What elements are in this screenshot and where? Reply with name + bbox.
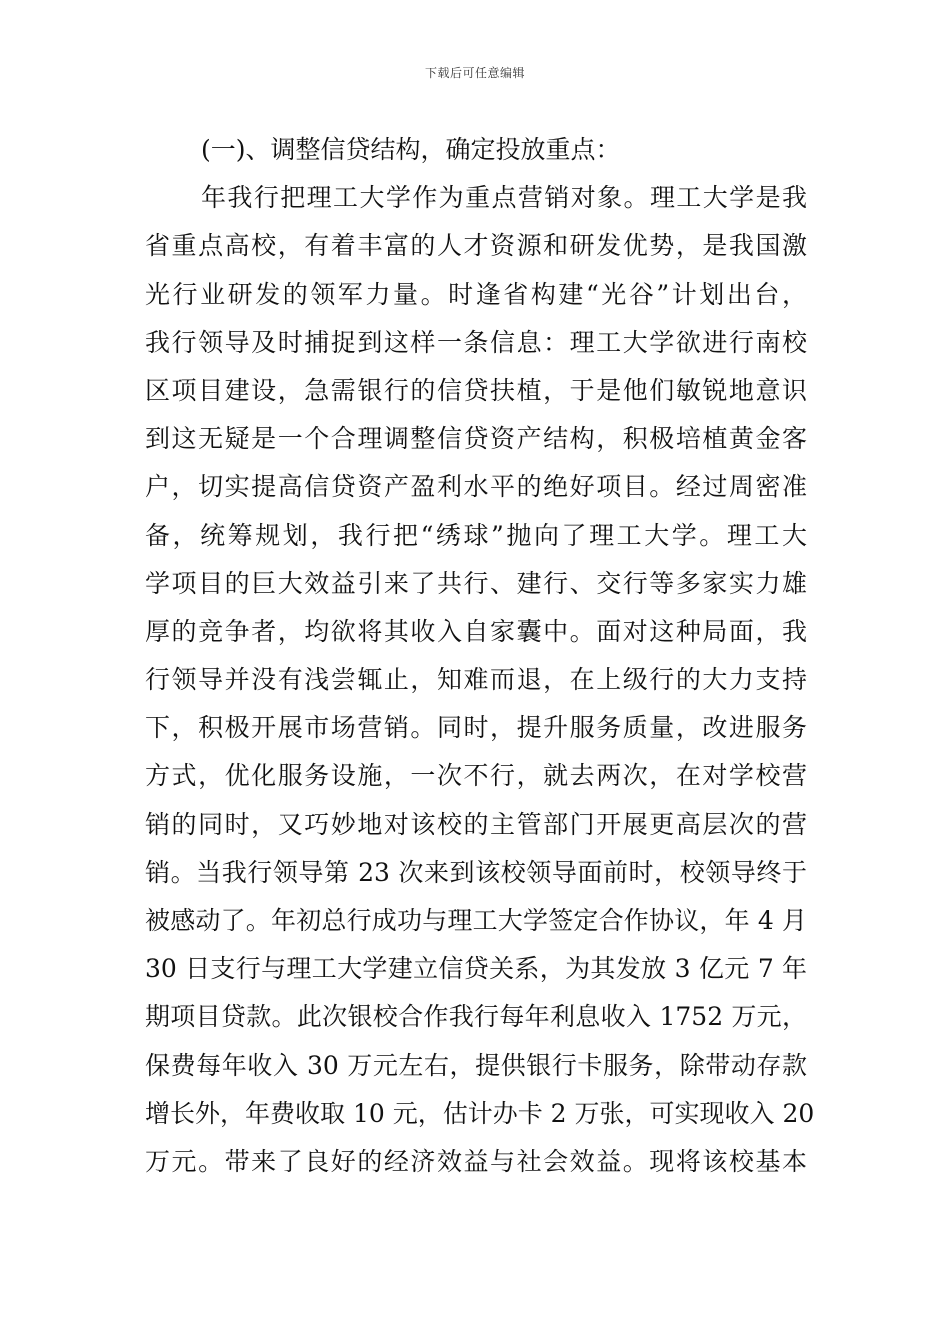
paragraph-line: 户，切实提高信贷资产盈利水平的绝好项目。经过周密准 [145, 472, 807, 502]
paragraph-line: 被感动了。年初总行成功与理工大学签定合作协议，年 4 月 [145, 906, 807, 935]
paragraph-line: 30 日支行与理工大学建立信贷关系，为其发放 3 亿元 7 年 [145, 954, 807, 984]
paragraph-line: 到这无疑是一个合理调整信贷资产结构，积极培植黄金客 [145, 424, 807, 454]
paragraph-line: 保费每年收入 30 万元左右，提供银行卡服务，除带动存款 [145, 1050, 807, 1080]
paragraph-line: 销。当我行领导第 23 次来到该校领导面前时，校领导终于 [145, 857, 807, 887]
paragraph-line: 增长外，年费收取 10 元，估计办卡 2 万张，可实现收入 20 [145, 1098, 815, 1128]
paragraph-line: 光行业研发的领军力量。时逢省构建“光谷”计划出台， [145, 279, 807, 309]
paragraph-line: 期项目贷款。此次银校合作我行每年利息收入 1752 万元， [145, 1002, 807, 1032]
paragraph-line: 学项目的巨大效益引来了共行、建行、交行等多家实力雄 [145, 568, 807, 598]
page-header: 下载后可任意编辑 [424, 66, 525, 80]
paragraph-line: 方式，优化服务设施，一次不行，就去两次，在对学校营 [145, 761, 807, 791]
paragraph-line: 厚的竞争者，均欲将其收入自家囊中。面对这种局面，我 [145, 616, 807, 646]
paragraph-line: 年我行把理工大学作为重点营销对象。理工大学是我 [201, 183, 807, 213]
paragraph-line: 备，统筹规划，我行把“绣球”抛向了理工大学。理工大 [145, 520, 807, 550]
paragraph-line: 销的同时，又巧妙地对该校的主管部门开展更高层次的营 [145, 809, 807, 839]
paragraph-line: 省重点高校，有着丰富的人才资源和研发优势，是我国激 [145, 231, 807, 261]
paragraph-line: 万元。带来了良好的经济效益与社会效益。现将该校基本 [145, 1146, 807, 1176]
document-body [145, 126, 815, 1186]
paragraph-line: 区项目建设，急需银行的信贷扶植，于是他们敏锐地意识 [145, 375, 807, 405]
paragraph-line: 我行领导及时捕捉到这样一条信息：理工大学欲进行南校 [145, 327, 807, 357]
paragraph-line: 行领导并没有浅尝辄止，知难而退，在上级行的大力支持 [145, 665, 807, 695]
section-heading: (一)、调整信贷结构，确定投放重点： [201, 135, 621, 164]
paragraph-line: 下，积极开展市场营销。同时，提升服务质量，改进服务 [145, 713, 807, 743]
